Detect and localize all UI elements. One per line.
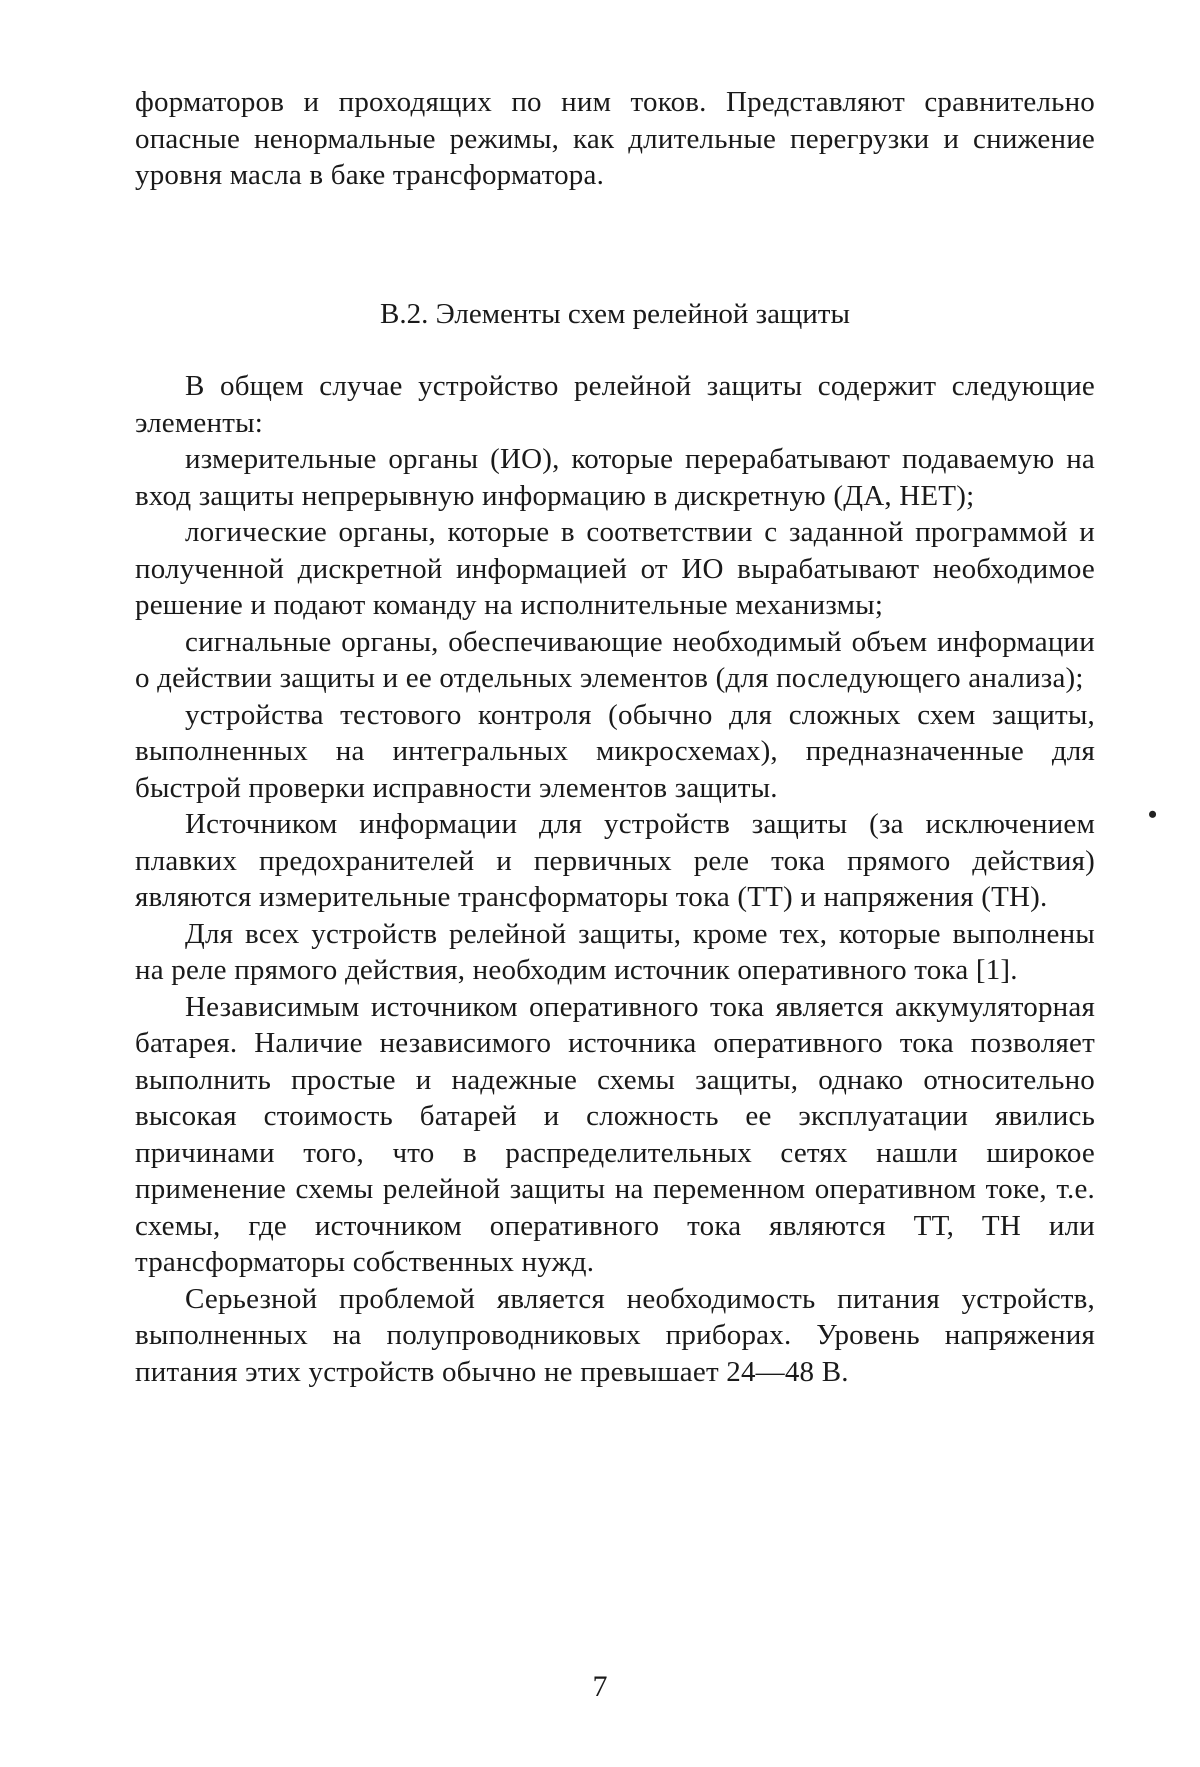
paragraph-info-source: Источником информации для устройств защиты (за исключением плавких предохранителей и первичных реле тока прямого действия) являются измерительные трансформаторы тока (ТТ) и напряжения (ТН). [135,808,1095,913]
top-paragraph-block [135,84,1095,194]
paragraph-battery: Независимым источником оперативного тока является аккумуляторная батарея. Наличие независимого источника оперативного тока позволяет выполнить простые и надежные схемы защиты, однако относительно высокая стоимость батарей и сложность ее эксплуатации явились причинами того, что в распределительных сетях нашли широкое применение схемы релейной защиты на переменном оперативном токе, т.е. схемы, где источником оперативного тока являются ТТ, ТН или трансформаторы собственных нужд. [135,990,1095,1278]
paragraph-logic-organs: логические органы, которые в соответствии с заданной программой и полученной дискретной информацией от ИО вырабатывают необходимое решение и подают команду на исполнительные механизмы; [135,516,1095,621]
paragraph-operating-current: Для всех устройств релейной защиты, кроме тех, которые выполнены на реле прямого действия, необходим источник оперативного тока [1]. [135,917,1095,986]
paragraph-signal-organs: сигнальные органы, обеспечивающие необходимый объем информации о действии защиты и ее отдельных элементов (для последующего анализа); [135,625,1095,694]
paragraph-intro: В общем случае устройство релейной защиты содержит следующие элементы: [135,370,1095,439]
top-paragraph: форматоров и проходящих по ним токов. Представляют сравнительно опасные ненормальные режимы, как длительные перегрузки и снижение уровня масла в баке трансформатора. [135,86,1095,191]
section-heading: В.2. Элементы схем релейной защиты [380,298,850,330]
paragraph-power-supply: Серьезной проблемой является необходимость питания устройств, выполненных на полупроводниковых приборах. Уровень напряжения питания этих устройств обычно не превышает 24—48 В. [135,1282,1095,1388]
body-text-block [135,368,1095,1390]
paragraph-measuring-organs: измерительные органы (ИО), которые перерабатывают подаваемую на вход защиты непрерывную информацию в дискретную (ДА, НЕТ); [135,443,1095,512]
page-number: 7 [592,1670,608,1703]
paragraph-test-control: устройства тестового контроля (обычно для сложных схем защиты, выполненных на интегральных микросхемах), предназначенные для быстрой проверки исправности элементов защиты. [135,698,1095,804]
margin-mark: • [1148,800,1158,829]
